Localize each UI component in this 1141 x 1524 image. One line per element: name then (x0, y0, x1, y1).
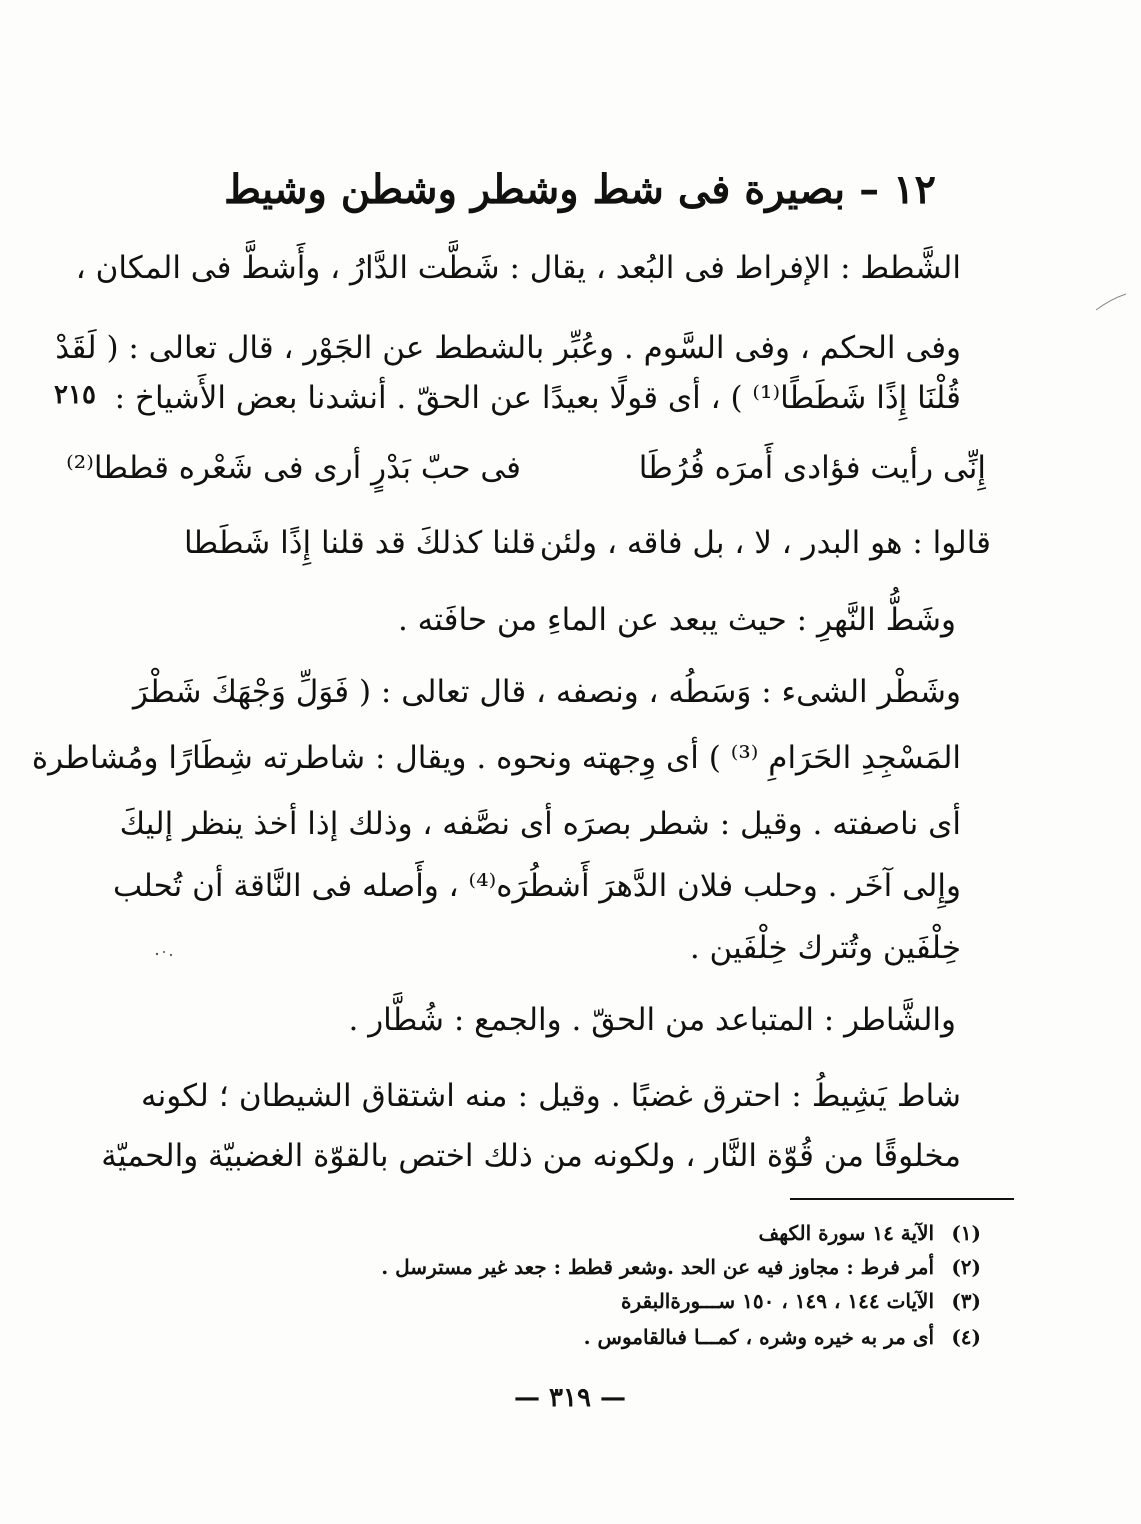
verse-hemistich-right: قالوا : هو البدر ، لا ، بل فاقه ، ولئن (539, 525, 991, 561)
footnote-text: أى مر به خيره وشره ، كمـــا فىالقاموس . (583, 1325, 935, 1349)
footnote-text: أمر فرط : مجاوز فيه عن الحد .وشعر قطط : جعد غير مسترسل . (381, 1255, 935, 1279)
body-line: المَسْجِدِ الحَرَامِ ⁽³⁾ ) أى وِجهته ونحوه . ويقال : شاطرته شِطَارًا ومُشاطرة (31, 740, 961, 776)
footnote-number: (٣) (951, 1289, 981, 1313)
body-line: وإِلى آخَر . وحلب فلان الدَّهرَ أَشطُرَه⁽⁴⁾ ، وأَصله فى النَّاقة أن تُحلب (112, 868, 961, 904)
page-number: — ٣١٩ — (513, 1383, 627, 1413)
footnote-separator (790, 1198, 1014, 1200)
margin-page-number: ٢١٥ (54, 380, 96, 410)
body-line: خِلْفَين وتُترك خِلْفَين . (689, 930, 961, 966)
section-title: ١٢ – بصيرة فى شط وشطر وشطن وشيط (224, 166, 936, 213)
footnote (584, 1322, 981, 1352)
footnote-text: الآية ١٤ سورة الكهف (758, 1221, 935, 1245)
body-line: الشَّطط : الإفراط فى البُعد ، يقال : شَطَّت الدَّارُ ، وأَشطَّ فى المكان ، (75, 250, 961, 286)
footnote-number: (١) (951, 1221, 981, 1245)
verse-hemistich-left: قلنا كذلكَ قد قلنا إِذًا شَطَطا (183, 525, 536, 561)
footnote-number: (٤) (951, 1325, 981, 1349)
footnote (381, 1252, 981, 1282)
pencil-mark (1094, 292, 1128, 312)
footnote-number: (٢) (951, 1255, 981, 1279)
footnote (759, 1218, 981, 1248)
body-line: وشَطْر الشىء : وَسَطُه ، ونصفه ، قال تعالى : ( فَوَلِّ وَجْهَكَ شَطْرَ (133, 674, 961, 710)
body-line: أى ناصفته . وقيل : شطر بصرَه أى نصَّفه ، وذلك إذا أخذ ينظر إليكَ (119, 806, 961, 842)
verse-hemistich-left: فى حبّ بَدْرٍ أرى فى شَعْره قططا⁽²⁾ (66, 450, 521, 486)
verse-hemistich-right: إِنِّى رأيت فؤادى أَمرَه فُرُطَا (638, 450, 986, 486)
footnote (621, 1286, 981, 1316)
body-line: والشَّاطر : المتباعد من الحقّ . والجمع : شُطَّار . (348, 1002, 956, 1038)
body-line: وشَطُّ النَّهرِ : حيث يبعد عن الماءِ من حافَته . (397, 602, 956, 638)
body-line: شاط يَشِيطُ : احترق غضبًا . وقيل : منه اشتقاق الشيطان ؛ لكونه (141, 1078, 961, 1114)
body-line: مخلوقًا من قُوّة النَّار ، ولكونه من ذلك اختص بالقوّة الغضبيّة والحميّة (101, 1138, 961, 1174)
body-line: قُلْنَا إِذًا شَطَطًا⁽¹⁾ ) ، أى قولًا بعيدًا عن الحقّ . أنشدنا بعض الأَشياخ : (114, 380, 961, 416)
footnote-text: الآيات ١٤٤ ، ١٤٩ ، ١٥٠ ســـورةالبقرة (621, 1289, 935, 1313)
print-speck (152, 948, 178, 960)
body-line: وفى الحكم ، وفى السَّوم . وعُبِّر بالشطط عن الجَوْر ، قال تعالى : ( لَقَدْ (55, 330, 961, 366)
